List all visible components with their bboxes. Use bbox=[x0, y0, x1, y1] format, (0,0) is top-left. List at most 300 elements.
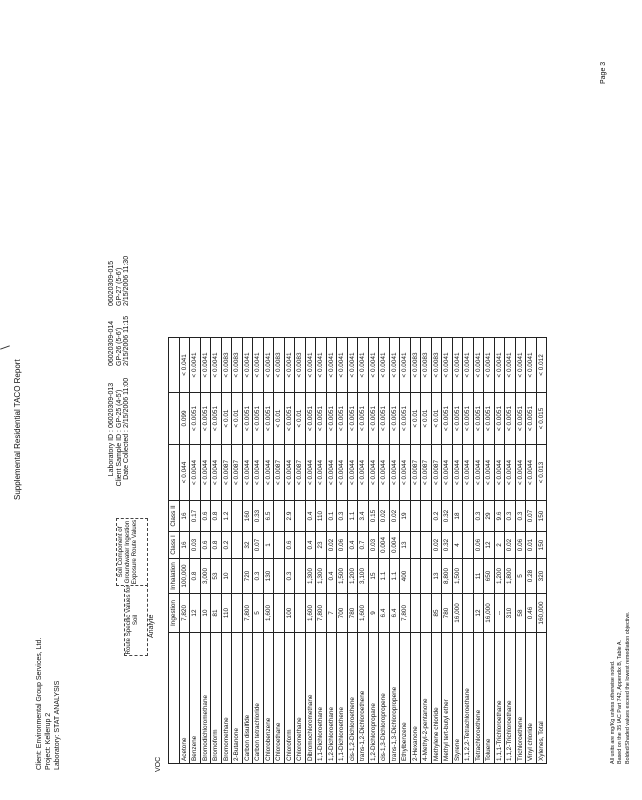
inhalation-cell: 1,200 bbox=[494, 559, 505, 594]
lab-info-col-1 bbox=[108, 378, 131, 428]
sample-1-cell: < 0.0044 bbox=[463, 445, 474, 501]
analyte-cell: Chlorobenzene bbox=[263, 633, 274, 764]
sample-1-cell: < 0.0044 bbox=[347, 445, 358, 501]
class-i-cell bbox=[274, 532, 285, 559]
results-table bbox=[168, 337, 547, 764]
ingestion-cell: 780 bbox=[442, 594, 453, 633]
sample-1-cell: < 0.0044 bbox=[494, 445, 505, 501]
ingestion-cell: 10 bbox=[200, 594, 211, 633]
label-lab-id: Laboratory ID : bbox=[108, 430, 115, 477]
inhalation-cell: 1.1 bbox=[379, 559, 390, 594]
table-row bbox=[232, 338, 243, 764]
analyte-cell: 1,1-Dichloroethane bbox=[316, 633, 327, 764]
analyte-cell: Ethylbenzene bbox=[400, 633, 411, 764]
ingestion-cell bbox=[274, 594, 285, 633]
sample-1-cell: < 0.0044 bbox=[452, 445, 463, 501]
soil-component-title: Soil Component of Groundwater Ingestion Exposure Route Values bbox=[117, 519, 139, 585]
sample-1-cell: < 0.0087 bbox=[232, 445, 243, 501]
sample-3-cell: < 0.0041 bbox=[368, 338, 379, 393]
analyte-cell: trans-1,3-Dichloropropene bbox=[389, 633, 400, 764]
sample-3-cell: < 0.0041 bbox=[200, 338, 211, 393]
table-row bbox=[316, 338, 327, 764]
table-row bbox=[505, 338, 516, 764]
table-row bbox=[473, 338, 484, 764]
results-body bbox=[179, 338, 547, 764]
analyte-cell: Vinyl chloride bbox=[526, 633, 537, 764]
project-line: Project: Kellerup 2 bbox=[45, 712, 52, 770]
inhalation-cell: 100,000 bbox=[179, 559, 190, 594]
sample-1-cell: < 0.0044 bbox=[515, 445, 526, 501]
sample-2-cell: < 0.01 bbox=[232, 393, 243, 445]
sample-3-cell: < 0.0041 bbox=[326, 338, 337, 393]
ingestion-cell: 110 bbox=[221, 594, 232, 633]
inhalation-cell: 1.1 bbox=[389, 559, 400, 594]
class-ii-cell: 0.3 bbox=[505, 501, 516, 532]
class-ii-cell: 0.3 bbox=[337, 501, 348, 532]
class-ii-cell: 0.6 bbox=[200, 501, 211, 532]
lab-id-1: 06020309-013 bbox=[108, 382, 115, 428]
sample-2-cell: < 0.0051 bbox=[463, 393, 474, 445]
client-line: Client: Environmental Group Services, Ltd. bbox=[36, 637, 43, 770]
sample-3-cell: < 0.0041 bbox=[242, 338, 253, 393]
sample-1-cell: < 0.0044 bbox=[337, 445, 348, 501]
inhalation-cell: 1,500 bbox=[337, 559, 348, 594]
class-i-cell bbox=[421, 532, 432, 559]
sample-3-cell: < 0.0083 bbox=[221, 338, 232, 393]
analyte-col-header bbox=[169, 633, 180, 764]
class-i-cell: 32 bbox=[242, 532, 253, 559]
voc-label: VOC bbox=[155, 756, 162, 772]
table-row bbox=[253, 338, 264, 764]
footnote-basis: Based on the 35 IAC Part 742, Appendix B, Table A. bbox=[617, 640, 624, 764]
footnote-bolded: Bolded/Shaded values exceed the lowest remediation objective. bbox=[624, 611, 631, 764]
sample-3-col-header bbox=[169, 338, 180, 393]
class-ii-cell: 0.1 bbox=[326, 501, 337, 532]
sample-3-cell: < 0.0041 bbox=[253, 338, 264, 393]
lab-info-col-2 bbox=[108, 316, 131, 366]
analyte-cell: Chloromethane bbox=[295, 633, 306, 764]
sample-3-cell: < 0.0041 bbox=[389, 338, 400, 393]
class-i-cell: 0.02 bbox=[431, 532, 442, 559]
label-client-sample: Client Sample ID : bbox=[115, 430, 123, 487]
ingestion-cell bbox=[421, 594, 432, 633]
sample-3-cell: < 0.0041 bbox=[379, 338, 390, 393]
analyte-cell: Methyl tert-butyl ether bbox=[442, 633, 453, 764]
sample-3-cell: < 0.0041 bbox=[526, 338, 537, 393]
table-row bbox=[526, 338, 537, 764]
sample-1-cell: < 0.0087 bbox=[431, 445, 442, 501]
analyte-cell: Methylene chloride bbox=[431, 633, 442, 764]
class-ii-cell: 1.1 bbox=[347, 501, 358, 532]
class-ii-cell bbox=[295, 501, 306, 532]
table-row bbox=[515, 338, 526, 764]
ingestion-cell: 58 bbox=[515, 594, 526, 633]
class-i-cell: 2 bbox=[494, 532, 505, 559]
inhalation-cell: 1,300 bbox=[316, 559, 327, 594]
class-i-cell: 0.004 bbox=[379, 532, 390, 559]
date-2: 2/15/2006 11:15 bbox=[123, 315, 131, 366]
lab-id-2: 06020309-014 bbox=[108, 320, 115, 366]
inhalation-cell: 8,800 bbox=[442, 559, 453, 594]
class-i-cell bbox=[463, 532, 474, 559]
analyte-cell: 1,1-Dichloroethene bbox=[337, 633, 348, 764]
sample-1-cell: < 0.0087 bbox=[295, 445, 306, 501]
sample-1-cell: < 0.0044 bbox=[505, 445, 516, 501]
sample-2-cell: < 0.0051 bbox=[400, 393, 411, 445]
class-ii-cell: 0.15 bbox=[368, 501, 379, 532]
sample-2-cell: < 0.0051 bbox=[494, 393, 505, 445]
ingestion-cell: 5 bbox=[253, 594, 264, 633]
analyte-cell: Bromodichloromethane bbox=[200, 633, 211, 764]
sample-1-cell: < 0.0087 bbox=[421, 445, 432, 501]
analyte-cell: 1,1,1-Trichloroethane bbox=[494, 633, 505, 764]
route-values-header bbox=[124, 584, 148, 656]
analyte-cell: Bromoform bbox=[211, 633, 222, 764]
sample-2-col-header bbox=[169, 393, 180, 445]
sample-3-cell: < 0.0041 bbox=[442, 338, 453, 393]
class-ii-cell: 1.2 bbox=[221, 501, 232, 532]
document-title: Supplemental Residential TACO Report bbox=[13, 359, 22, 500]
inhalation-cell: 320 bbox=[536, 559, 547, 594]
sample-2-cell: < 0.0051 bbox=[326, 393, 337, 445]
table-row bbox=[221, 338, 232, 764]
sample-2-cell: < 0.01 bbox=[421, 393, 432, 445]
class-ii-cell: 29 bbox=[484, 501, 495, 532]
table-row bbox=[389, 338, 400, 764]
table-row bbox=[295, 338, 306, 764]
sample-2-cell: < 0.0051 bbox=[473, 393, 484, 445]
class-i-cell: 0.2 bbox=[221, 532, 232, 559]
sample-2-cell: < 0.0051 bbox=[263, 393, 274, 445]
class-ii-cell bbox=[274, 501, 285, 532]
inhalation-cell bbox=[421, 559, 432, 594]
class-i-cell: 0.6 bbox=[200, 532, 211, 559]
class-ii-cell: 0.33 bbox=[253, 501, 264, 532]
class-ii-cell bbox=[463, 501, 474, 532]
class-ii-cell: 160 bbox=[242, 501, 253, 532]
class-i-cell: 16 bbox=[179, 532, 190, 559]
table-row bbox=[431, 338, 442, 764]
inhalation-cell: 1,200 bbox=[347, 559, 358, 594]
class-i-cell: 0.4 bbox=[347, 532, 358, 559]
analyte-cell: trans-1,2-Dichloroethene bbox=[358, 633, 369, 764]
class-i-cell: 0.06 bbox=[473, 532, 484, 559]
sample-3-cell: < 0.0083 bbox=[431, 338, 442, 393]
sample-1-cell: < 0.0044 bbox=[379, 445, 390, 501]
sample-1-cell: < 0.0044 bbox=[442, 445, 453, 501]
inhalation-cell: 3,000 bbox=[200, 559, 211, 594]
ingestion-cell: 7,800 bbox=[400, 594, 411, 633]
class-i-cell: 0.02 bbox=[505, 532, 516, 559]
analyte-cell: Acetone bbox=[179, 633, 190, 764]
class-ii-cell: 6.5 bbox=[263, 501, 274, 532]
sample-2-cell: < 0.0051 bbox=[389, 393, 400, 445]
sample-1-cell: < 0.0044 bbox=[200, 445, 211, 501]
class-i-cell: 0.07 bbox=[253, 532, 264, 559]
ingestion-cell: 6.4 bbox=[389, 594, 400, 633]
inhalation-cell bbox=[410, 559, 421, 594]
class-ii-cell: 0.4 bbox=[305, 501, 316, 532]
sample-2-cell: 0.099 bbox=[179, 393, 190, 445]
sample-1-cell: < 0.0087 bbox=[274, 445, 285, 501]
analyte-cell: Trichloroethene bbox=[515, 633, 526, 764]
analyte-header: Analyte bbox=[148, 614, 155, 638]
sample-1-cell: < 0.0044 bbox=[211, 445, 222, 501]
laboratory-line: Laboratory: STAT ANALYSIS bbox=[54, 680, 61, 770]
sample-3-cell: < 0.0041 bbox=[347, 338, 358, 393]
class-i-cell: 13 bbox=[400, 532, 411, 559]
class-ii-cell: 0.3 bbox=[473, 501, 484, 532]
class-i-cell: 150 bbox=[536, 532, 547, 559]
table-row bbox=[536, 338, 547, 764]
ingestion-cell: 7,800 bbox=[316, 594, 327, 633]
ingestion-cell: 0.46 bbox=[526, 594, 537, 633]
analyte-cell: 2-Hexanone bbox=[410, 633, 421, 764]
ingestion-cell: 9 bbox=[368, 594, 379, 633]
sample-3-cell: < 0.0041 bbox=[358, 338, 369, 393]
sample-1-col-header bbox=[169, 445, 180, 501]
sample-2-cell: < 0.0051 bbox=[452, 393, 463, 445]
ingestion-cell: 7 bbox=[326, 594, 337, 633]
footnotes bbox=[610, 611, 632, 764]
sample-2-cell: < 0.0051 bbox=[358, 393, 369, 445]
sample-3-cell: < 0.0041 bbox=[305, 338, 316, 393]
sample-1-cell: < 0.0044 bbox=[190, 445, 201, 501]
sample-2-cell: < 0.01 bbox=[221, 393, 232, 445]
sample-3-cell: < 0.012 bbox=[536, 338, 547, 393]
table-row bbox=[190, 338, 201, 764]
class-i-header: Class I bbox=[169, 532, 180, 559]
sample-3-cell: < 0.0083 bbox=[274, 338, 285, 393]
sample-1-cell: < 0.044 bbox=[179, 445, 190, 501]
sample-2-cell: < 0.01 bbox=[410, 393, 421, 445]
sample-2-cell: < 0.0051 bbox=[200, 393, 211, 445]
ingestion-cell: 85 bbox=[431, 594, 442, 633]
ingestion-cell: 12 bbox=[473, 594, 484, 633]
ingestion-cell: 100 bbox=[284, 594, 295, 633]
class-i-cell bbox=[410, 532, 421, 559]
inhalation-cell: 0.3 bbox=[253, 559, 264, 594]
sample-1-cell: < 0.0044 bbox=[368, 445, 379, 501]
ingestion-cell: 160,000 bbox=[536, 594, 547, 633]
sample-3-cell: < 0.0041 bbox=[484, 338, 495, 393]
analyte-cell: 1,2-Dichloroethane bbox=[326, 633, 337, 764]
ingestion-cell: 700 bbox=[337, 594, 348, 633]
analyte-cell: 1,2-Dichloropropane bbox=[368, 633, 379, 764]
ingestion-cell bbox=[410, 594, 421, 633]
ingestion-cell: 1,600 bbox=[263, 594, 274, 633]
sample-3-cell: < 0.0041 bbox=[337, 338, 348, 393]
analyte-cell: 1,1,2-Trichloroethane bbox=[505, 633, 516, 764]
soil-component-header bbox=[116, 518, 148, 586]
table-row bbox=[463, 338, 474, 764]
class-ii-cell: 0.17 bbox=[190, 501, 201, 532]
sample-1-cell: < 0.0044 bbox=[358, 445, 369, 501]
inhalation-cell: 400 bbox=[400, 559, 411, 594]
sample-3-cell: < 0.0041 bbox=[400, 338, 411, 393]
inhalation-cell: 13 bbox=[431, 559, 442, 594]
inhalation-cell: 130 bbox=[263, 559, 274, 594]
analyte-cell: Carbon disulfide bbox=[242, 633, 253, 764]
footnote-units: All units are mg/Kg unless otherwise noted. bbox=[610, 660, 616, 764]
analyte-cell: Benzene bbox=[190, 633, 201, 764]
sample-1-cell: < 0.0044 bbox=[305, 445, 316, 501]
table-row bbox=[263, 338, 274, 764]
ingestion-cell: 7,800 bbox=[242, 594, 253, 633]
class-i-cell: 1 bbox=[263, 532, 274, 559]
sample-1-cell: < 0.0044 bbox=[316, 445, 327, 501]
class-ii-cell bbox=[410, 501, 421, 532]
inhalation-cell: 53 bbox=[211, 559, 222, 594]
stray-mark bbox=[0, 345, 10, 349]
table-row bbox=[442, 338, 453, 764]
inhalation-cell: 5 bbox=[515, 559, 526, 594]
class-ii-cell bbox=[232, 501, 243, 532]
table-row bbox=[274, 338, 285, 764]
class-i-cell: 0.03 bbox=[368, 532, 379, 559]
class-i-cell: 0.02 bbox=[326, 532, 337, 559]
inhalation-cell bbox=[232, 559, 243, 594]
sample-3-cell: < 0.0041 bbox=[463, 338, 474, 393]
inhalation-cell: 1,800 bbox=[505, 559, 516, 594]
class-i-cell: 0.01 bbox=[526, 532, 537, 559]
table-row bbox=[337, 338, 348, 764]
analyte-cell: 4-Methyl-2-pentanone bbox=[421, 633, 432, 764]
sample-1-cell: < 0.013 bbox=[536, 445, 547, 501]
inhalation-cell bbox=[295, 559, 306, 594]
table-row bbox=[379, 338, 390, 764]
page-number: Page 3 bbox=[600, 61, 607, 84]
table-row bbox=[211, 338, 222, 764]
inhalation-cell: 650 bbox=[484, 559, 495, 594]
sample-1-cell: < 0.0087 bbox=[221, 445, 232, 501]
ingestion-cell: 6.4 bbox=[379, 594, 390, 633]
sample-1-cell: < 0.0044 bbox=[326, 445, 337, 501]
inhalation-cell: 0.4 bbox=[326, 559, 337, 594]
ingestion-cell: 310 bbox=[505, 594, 516, 633]
inhalation-header: Inhalation bbox=[169, 559, 180, 594]
table-row bbox=[242, 338, 253, 764]
analyte-cell: 1,1,2,2-Tetrachloroethane bbox=[463, 633, 474, 764]
class-ii-cell: 2.9 bbox=[284, 501, 295, 532]
ingestion-cell: 16,000 bbox=[484, 594, 495, 633]
inhalation-cell: 0.3 bbox=[284, 559, 295, 594]
sample-3-cell: < 0.0041 bbox=[515, 338, 526, 393]
table-row bbox=[400, 338, 411, 764]
sample-2-cell: < 0.0051 bbox=[305, 393, 316, 445]
class-ii-cell: 0.8 bbox=[211, 501, 222, 532]
sample-id-1: GP-25 (4-5') bbox=[115, 389, 123, 428]
ingestion-cell: 12 bbox=[190, 594, 201, 633]
sample-3-cell: < 0.0083 bbox=[295, 338, 306, 393]
ingestion-cell: 780 bbox=[347, 594, 358, 633]
analyte-cell: Bromomethane bbox=[221, 633, 232, 764]
ingestion-cell: 1,600 bbox=[358, 594, 369, 633]
lab-info-col-3 bbox=[108, 256, 131, 306]
table-row bbox=[326, 338, 337, 764]
class-ii-cell: 0.02 bbox=[379, 501, 390, 532]
class-ii-cell: 19 bbox=[400, 501, 411, 532]
analyte-cell: cis-1,3-Dichloropropene bbox=[379, 633, 390, 764]
lab-info-labels bbox=[108, 430, 131, 500]
inhalation-cell: 10 bbox=[221, 559, 232, 594]
table-row bbox=[284, 338, 295, 764]
ingestion-cell bbox=[463, 594, 474, 633]
analyte-cell: Xylenes, Total bbox=[536, 633, 547, 764]
class-ii-cell bbox=[421, 501, 432, 532]
sample-2-cell: < 0.0051 bbox=[211, 393, 222, 445]
sample-1-cell: < 0.0044 bbox=[526, 445, 537, 501]
class-i-cell: 0.004 bbox=[389, 532, 400, 559]
class-i-cell: 23 bbox=[316, 532, 327, 559]
sample-2-cell: < 0.01 bbox=[295, 393, 306, 445]
analyte-cell: Dibromochloromethane bbox=[305, 633, 316, 764]
ingestion-header: Ingestion bbox=[169, 594, 180, 633]
sample-2-cell: < 0.0051 bbox=[515, 393, 526, 445]
sample-1-cell: < 0.0044 bbox=[263, 445, 274, 501]
sample-2-cell: < 0.0051 bbox=[526, 393, 537, 445]
class-i-cell: 0.4 bbox=[305, 532, 316, 559]
sample-1-cell: < 0.0044 bbox=[389, 445, 400, 501]
class-i-cell: 12 bbox=[484, 532, 495, 559]
sample-3-cell: < 0.0083 bbox=[232, 338, 243, 393]
class-i-cell: 0.06 bbox=[515, 532, 526, 559]
sample-1-cell: < 0.0044 bbox=[253, 445, 264, 501]
sample-1-cell: < 0.0044 bbox=[284, 445, 295, 501]
ingestion-cell: 81 bbox=[211, 594, 222, 633]
sample-1-cell: < 0.0044 bbox=[473, 445, 484, 501]
sample-3-cell: < 0.0041 bbox=[452, 338, 463, 393]
date-1: 2/15/2006 11:00 bbox=[123, 377, 131, 428]
inhalation-cell: 0.28 bbox=[526, 559, 537, 594]
sample-1-cell: < 0.0087 bbox=[410, 445, 421, 501]
analyte-cell: cis-1,2-Dichloroethene bbox=[347, 633, 358, 764]
sample-3-cell: < 0.0041 bbox=[284, 338, 295, 393]
sample-2-cell: < 0.0051 bbox=[484, 393, 495, 445]
analyte-cell: Chloroform bbox=[284, 633, 295, 764]
inhalation-cell bbox=[463, 559, 474, 594]
class-ii-cell: 0.07 bbox=[526, 501, 537, 532]
sample-2-cell: < 0.0051 bbox=[284, 393, 295, 445]
sample-1-cell: < 0.0044 bbox=[242, 445, 253, 501]
table-row bbox=[358, 338, 369, 764]
class-ii-cell: 0.32 bbox=[442, 501, 453, 532]
sample-2-cell: < 0.0051 bbox=[337, 393, 348, 445]
table-row bbox=[484, 338, 495, 764]
inhalation-cell: 15 bbox=[368, 559, 379, 594]
route-values-title: Route Specific Values for Soil bbox=[125, 585, 140, 655]
class-i-cell: 0.8 bbox=[211, 532, 222, 559]
class-ii-cell: 9.6 bbox=[494, 501, 505, 532]
ingestion-cell: 1,600 bbox=[305, 594, 316, 633]
sample-2-cell: < 0.0051 bbox=[242, 393, 253, 445]
analyte-cell: 2-Butanone bbox=[232, 633, 243, 764]
sample-id-2: GP-26 (5-6') bbox=[115, 327, 123, 366]
table-row bbox=[494, 338, 505, 764]
table-row bbox=[305, 338, 316, 764]
sample-2-cell: < 0.01 bbox=[431, 393, 442, 445]
sample-2-cell: < 0.0051 bbox=[442, 393, 453, 445]
date-3: 2/15/2006 11:30 bbox=[123, 255, 131, 306]
sample-3-cell: < 0.0041 bbox=[263, 338, 274, 393]
sample-2-cell: < 0.0051 bbox=[253, 393, 264, 445]
class-i-cell bbox=[232, 532, 243, 559]
sample-2-cell: < 0.0051 bbox=[379, 393, 390, 445]
ingestion-cell: -- bbox=[494, 594, 505, 633]
ingestion-cell: 7,820 bbox=[179, 594, 190, 633]
class-ii-cell: 0.02 bbox=[389, 501, 400, 532]
sample-2-cell: < 0.01 bbox=[274, 393, 285, 445]
